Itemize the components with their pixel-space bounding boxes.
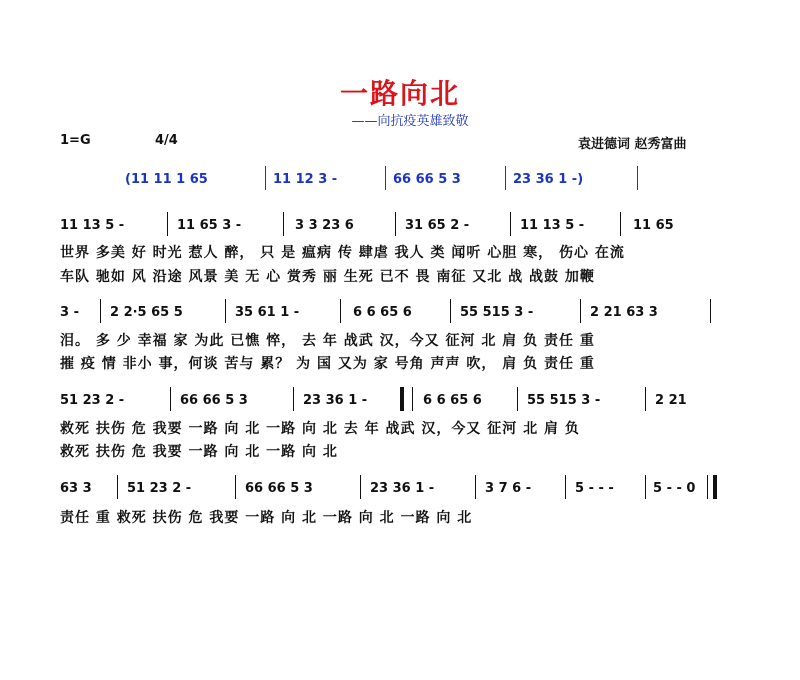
measure: 31 65 2 - [405, 218, 470, 233]
measure: 55 515 3 - [527, 393, 601, 408]
barline [510, 212, 511, 236]
barline [340, 299, 341, 323]
barline [235, 475, 236, 499]
barline [117, 475, 118, 499]
measure: 35 61 1 - [235, 305, 300, 320]
measure: 23 36 1 - [303, 393, 368, 408]
song-title: 一路向北 [339, 77, 460, 110]
score-row-4 [55, 481, 725, 503]
barline [505, 166, 506, 190]
lyric-row-2a: 泪。 多 少 幸福 家 为此 已憔 悴， 去 年 战武 汉，今又 征河 北 肩 负 责任 重 [60, 333, 595, 349]
barline [475, 475, 476, 499]
barline [265, 166, 266, 190]
barline [170, 387, 171, 411]
lyric-row-2b: 摧 疫 情 非小 事，何谈 苦与 累？ 为 国 又为 家 号角 声声 吹， 肩 负 责任 重 [60, 356, 595, 372]
measure: 6 6 65 6 [353, 305, 412, 320]
measure: 6 6 65 6 [423, 393, 482, 408]
measure: 51 23 2 - [60, 393, 125, 408]
measure: 11 13 5 - [520, 218, 585, 233]
measure: 3 - [60, 305, 79, 320]
measure: 2 21 [655, 393, 687, 408]
measure: 55 515 3 - [460, 305, 534, 320]
measure: 23 36 1 - [370, 481, 435, 496]
song-subtitle: ——向抗疫英雄致敬 [351, 114, 469, 129]
barline [620, 212, 621, 236]
repeat-barline [400, 387, 413, 411]
barline [385, 166, 386, 190]
barline [645, 475, 646, 499]
barline [580, 299, 581, 323]
barline [637, 166, 638, 190]
time-signature: 4/4 [155, 133, 178, 148]
measure: 11 13 5 - [60, 218, 125, 233]
intro-score-row [125, 172, 645, 194]
measure: 3 3 23 6 [295, 218, 354, 233]
barline [565, 475, 566, 499]
measure: 11 65 [633, 218, 674, 233]
barline [645, 387, 646, 411]
barline [167, 212, 168, 236]
measure: 66 66 5 3 [180, 393, 248, 408]
lyric-row-1a: 世界 多美 好 时光 惹人 醉， 只 是 瘟病 传 肆虐 我人 类 闻听 心胆 寒， 伤心 在流 [60, 245, 625, 261]
barline [360, 475, 361, 499]
credits: 袁进德词 赵秀富曲 [578, 137, 687, 152]
intro-measure-2: 11 12 3 - [273, 172, 338, 187]
measure: 63 3 [60, 481, 92, 496]
barline [450, 299, 451, 323]
measure: 51 23 2 - [127, 481, 192, 496]
lyric-row-3a: 救死 扶伤 危 我要 一路 向 北 一路 向 北 去 年 战武 汉，今又 征河 北 肩 负 [60, 421, 580, 437]
measure: 66 66 5 3 [245, 481, 313, 496]
lyric-row-4a: 责任 重 救死 扶伤 危 我要 一路 向 北 一路 向 北 一路 向 北 [60, 510, 473, 526]
score-row-1 [55, 218, 725, 240]
intro-measure-3: 66 66 5 3 [393, 172, 461, 187]
barline [225, 299, 226, 323]
measure: 5 - - - [575, 481, 614, 496]
lyric-row-1b: 车队 驰如 风 沿途 风景 美 无 心 赏秀 丽 生死 已不 畏 南征 又北 战 战鼓 加鞭 [60, 269, 595, 285]
measure: 2 21 63 3 [590, 305, 658, 320]
key-signature: 1=G [60, 133, 91, 148]
score-row-2 [55, 305, 725, 327]
barline [517, 387, 518, 411]
measure: 11 65 3 - [177, 218, 242, 233]
score-row-3 [55, 393, 725, 415]
intro-measure-1: (11 11 1 65 [125, 172, 208, 187]
lyric-row-3b: 救死 扶伤 危 我要 一路 向 北 一路 向 北 [60, 444, 338, 460]
barline [283, 212, 284, 236]
intro-measure-4: 23 36 1 -) [513, 172, 584, 187]
barline [710, 299, 711, 323]
measure: 3 7 6 - [485, 481, 532, 496]
final-barline [707, 475, 717, 499]
barline [395, 212, 396, 236]
barline [293, 387, 294, 411]
measure: 2 2·5 65 5 [110, 305, 183, 320]
measure: 5 - - 0 [653, 481, 696, 496]
barline [100, 299, 101, 323]
